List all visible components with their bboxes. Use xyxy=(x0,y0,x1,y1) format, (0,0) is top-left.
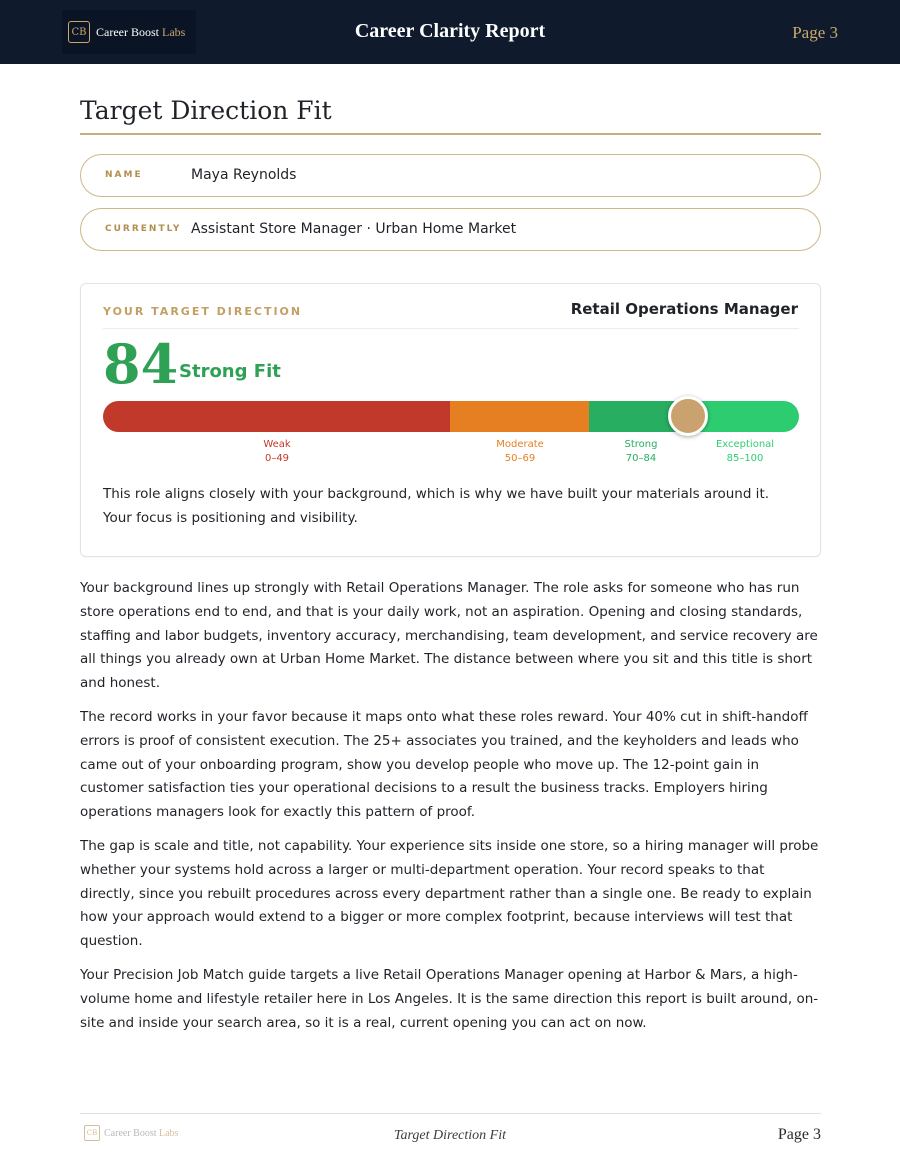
brand-name: Career Boost Labs xyxy=(96,24,186,39)
footer-page-number: Page 3 xyxy=(777,1126,821,1143)
target-direction-card xyxy=(80,283,821,557)
band-strong-name: Strong xyxy=(624,439,658,450)
current-role-field xyxy=(80,208,821,251)
card-divider xyxy=(103,328,799,329)
band-exceptional-range: 85–100 xyxy=(726,453,764,464)
name-label: NAME xyxy=(105,170,143,180)
body-paragraph: Your Precision Job Match guide targets a live Retail Operations Manager opening at Harbor & Mars, a high-volume home and lifestyle retailer here in Los Angeles. It is the same direction this report is built around, on-site and inside your search area, so it is a real, current opening you can act on now. xyxy=(80,966,819,1031)
header-page-number: Page 3 xyxy=(792,23,838,42)
report-body xyxy=(80,577,821,1045)
brand-mark-icon: CB xyxy=(68,21,90,43)
report-title: Career Clarity Report xyxy=(354,20,546,42)
report-header xyxy=(0,0,900,64)
current-label: CURRENTLY xyxy=(105,224,182,234)
band-weak-name: Weak xyxy=(263,439,291,450)
footer-brand-mark-icon: CB xyxy=(84,1125,100,1141)
band-exceptional xyxy=(695,438,795,466)
body-paragraph: The record works in your favor because it maps onto what these roles reward. Your 40% cut in shift-handoff errors is proof of consistent execution. The 25+ associates you trained, and the keyholders and leads who came out of your onboarding program, show you develop people who move up. The 12-point gain in customer satisfaction ties your operational decisions to a result the business tracks. Employers hiring operations managers look for exactly this pattern of proof. xyxy=(80,708,808,821)
band-strong-range: 70–84 xyxy=(625,453,657,464)
footer-divider xyxy=(80,1113,821,1114)
footer-section-title: Target Direction Fit xyxy=(394,1128,506,1143)
band-strong xyxy=(591,438,691,466)
scale-segment-moderate xyxy=(450,401,589,432)
name-field xyxy=(80,154,821,197)
fit-score: 84 xyxy=(103,332,179,396)
score-marker xyxy=(668,396,708,436)
section-title: Target Direction Fit xyxy=(80,96,332,125)
footer-brand-name: Career Boost Labs xyxy=(104,1127,179,1139)
target-direction-label: YOUR TARGET DIRECTION xyxy=(103,305,303,318)
body-paragraph: The gap is scale and title, not capability. Your experience sits inside one store, so a hiring manager will probe whether your systems hold across a larger or multi-department operation. Your record speaks to that directly, since you rebuilt procedures across every department rather than a single one. Be ready to explain how your approach would extend to a bigger or more complex footprint, because interviews will test that question. xyxy=(80,837,819,950)
body-paragraph: Your background lines up strongly with Retail Operations Manager. The role asks for someone who has run store operations end to end, and that is your daily work, not an aspiration. Opening and closing standards, staffing and labor budgets, inventory accuracy, merchandising, team development, and service recovery are all things you already own at Urban Home Market. The distance between where you sit and this title is short and honest. xyxy=(80,580,818,692)
section-divider xyxy=(80,133,821,135)
current-value: Assistant Store Manager · Urban Home Market xyxy=(191,221,517,237)
fit-score-tag: Strong Fit xyxy=(179,361,281,382)
fit-description: This role aligns closely with your background, which is why we have built your materials around it. Your focus is positioning and visibility. xyxy=(103,486,770,526)
band-moderate-name: Moderate xyxy=(496,439,544,450)
scale-segment-weak xyxy=(103,401,450,432)
target-role: Retail Operations Manager xyxy=(570,300,798,318)
band-exceptional-name: Exceptional xyxy=(715,439,775,450)
band-moderate xyxy=(470,438,570,466)
band-weak xyxy=(227,438,327,466)
band-weak-range: 0–49 xyxy=(264,453,290,464)
name-value: Maya Reynolds xyxy=(191,167,297,183)
band-moderate-range: 50–69 xyxy=(504,453,536,464)
